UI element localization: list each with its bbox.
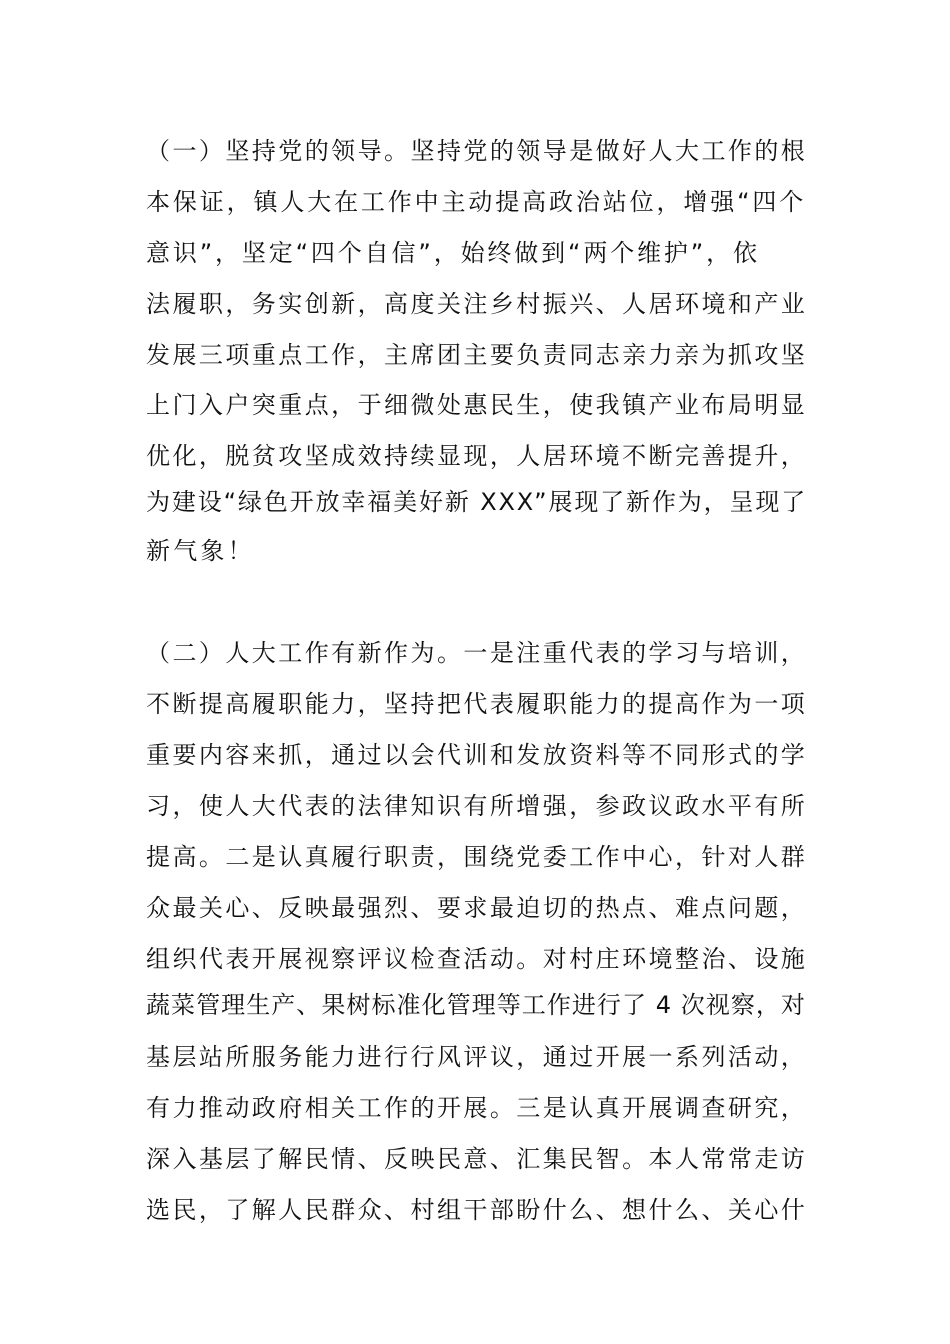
text-line: （一）坚持党的领导。坚持党的领导是做好人大工作的根 (146, 137, 808, 165)
text-line: 提高。二是认真履行职责，围绕党委工作中心，针对人群 (146, 843, 808, 871)
text-line: 优化，脱贫攻坚成效持续显现，人居环境不断完善提升， (146, 442, 808, 470)
text-line: 组织代表开展视察评议检查活动。对村庄环境整治、设施 (146, 945, 808, 973)
text-line: 发展三项重点工作，主席团主要负责同志亲力亲为抓攻坚 (146, 341, 808, 369)
text-line: 不断提高履职能力，坚持把代表履职能力的提高作为一项 (146, 690, 808, 718)
text-line: 众最关心、反映最强烈、要求最迫切的热点、难点问题， (146, 894, 808, 922)
text-line: 基层站所服务能力进行行风评议，通过开展一系列活动， (146, 1043, 808, 1071)
text-line: （二）人大工作有新作为。一是注重代表的学习与培训， (146, 639, 808, 667)
text-line: 重要内容来抓，通过以会代训和发放资料等不同形式的学 (146, 741, 808, 769)
text-line: 法履职，务实创新，高度关注乡村振兴、人居环境和产业 (146, 290, 808, 318)
text-line: 为建设“绿色开放幸福美好新 XXX”展现了新作为，呈现了 (146, 488, 808, 516)
text-line: 本保证，镇人大在工作中主动提高政治站位，增强“四个 (146, 188, 807, 216)
text-line: 新气象！ (146, 537, 255, 565)
text-line: 上门入户突重点，于细微处惠民生，使我镇产业布局明显 (146, 391, 808, 419)
text-line: 意识”，坚定“四个自信”，始终做到“两个维护”，依 (146, 239, 760, 267)
text-line: 蔬菜管理生产、果树标准化管理等工作进行了 4 次视察，对 (146, 991, 806, 1019)
text-line: 习，使人大代表的法律知识有所增强，参政议政水平有所 (146, 792, 808, 820)
text-line: 深入基层了解民情、反映民意、汇集民智。本人常常走访 (146, 1145, 808, 1173)
text-line: 有力推动政府相关工作的开展。三是认真开展调查研究， (146, 1094, 808, 1122)
text-line: 选民，了解人民群众、村组干部盼什么、想什么、关心什 (146, 1196, 808, 1224)
